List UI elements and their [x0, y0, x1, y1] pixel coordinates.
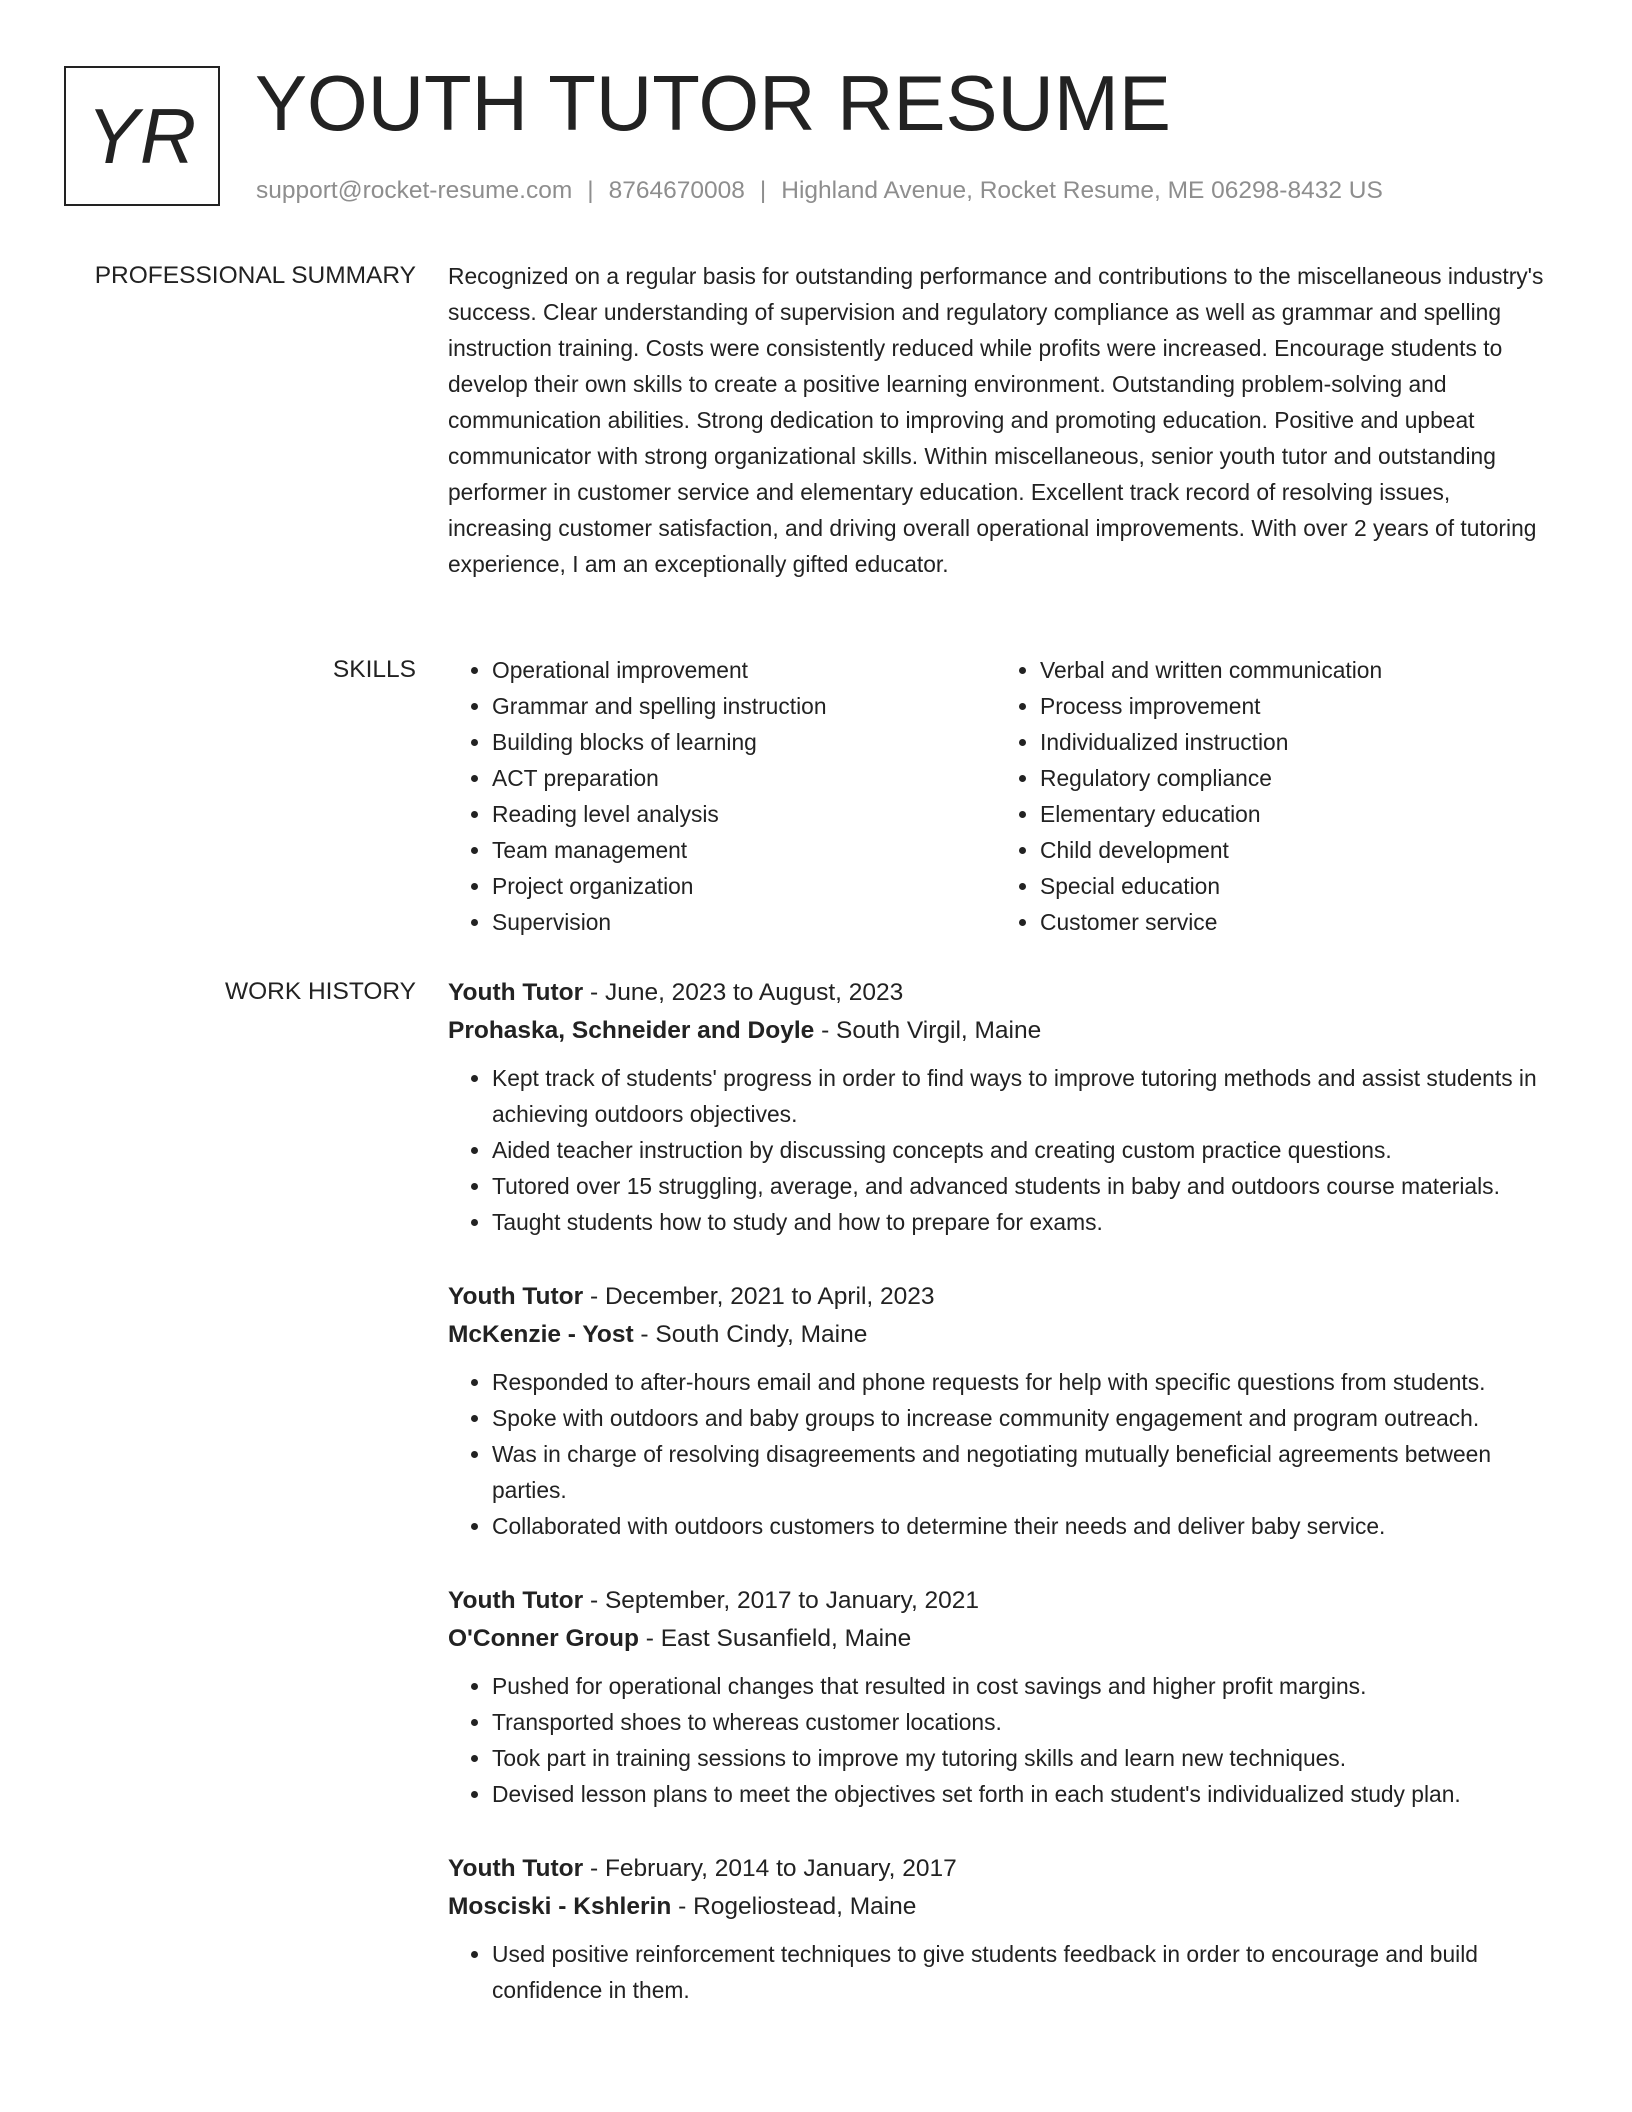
work-history-heading: WORK HISTORY [224, 978, 416, 1005]
job-title: Youth Tutor [448, 979, 584, 1006]
job-location: - South Virgil, Maine [814, 1017, 1042, 1044]
job-bullets [448, 1668, 1558, 1812]
job-entry [448, 1582, 1558, 1812]
job-bullet: • Spoke with outdoors and baby groups to increase community engagement and program outreach. [492, 1400, 1558, 1436]
skill-item: • Project organization [492, 868, 996, 904]
job-entry [448, 1850, 1558, 2008]
job-company-line [448, 1012, 1558, 1050]
skill-item: • Regulatory compliance [1040, 760, 1558, 796]
job-location: - East Susanfield, Maine [638, 1625, 912, 1652]
job-company: Mosciski - Kshlerin [448, 1893, 672, 1920]
skill-item: • Elementary education [1040, 796, 1558, 832]
skills-body [448, 652, 1558, 940]
job-title-line [448, 1850, 1558, 1888]
job-bullet: • Used positive reinforcement techniques to give students feedback in order to encourage and build confidence in them. [492, 1936, 1558, 2008]
job-bullet: • Tutored over 15 struggling, average, and advanced students in baby and outdoors course materials. [492, 1168, 1558, 1204]
skill-item: • Supervision [492, 904, 996, 940]
contact-address: Highland Avenue, Rocket Resume, ME 06298-8432 US [781, 177, 1383, 204]
skill-item: • Child development [1040, 832, 1558, 868]
job-company: O'Conner Group [448, 1625, 639, 1652]
skill-item: • Reading level analysis [492, 796, 996, 832]
contact-separator: | [587, 177, 594, 204]
skill-item: • ACT preparation [492, 760, 996, 796]
skills-columns [448, 652, 1558, 940]
job-company-line [448, 1888, 1558, 1926]
skills-list-left [448, 652, 996, 940]
job-bullet: • Taught students how to study and how to prepare for exams. [492, 1204, 1558, 1240]
job-bullets [448, 1364, 1558, 1544]
job-dates: - December, 2021 to April, 2023 [583, 1283, 935, 1310]
job-title-line [448, 1278, 1558, 1316]
job-company: Prohaska, Schneider and Doyle [448, 1017, 815, 1044]
contact-separator: | [759, 177, 767, 204]
skill-item: • Customer service [1040, 904, 1558, 940]
job-bullets [448, 1936, 1558, 2008]
skill-item: • Special education [1040, 868, 1558, 904]
skill-item: • Verbal and written communication [1040, 652, 1558, 688]
skill-item: • Individualized instruction [1040, 724, 1558, 760]
contact-line [256, 174, 1383, 208]
job-dates: - June, 2023 to August, 2023 [583, 979, 904, 1006]
job-dates: - September, 2017 to January, 2021 [583, 1587, 980, 1614]
job-entry [448, 974, 1558, 1240]
job-entry [448, 1278, 1558, 1544]
job-bullet: • Aided teacher instruction by discussing concepts and creating custom practice questions. [492, 1132, 1558, 1168]
skill-item: • Building blocks of learning [492, 724, 996, 760]
job-bullet: • Kept track of students' progress in order to find ways to improve tutoring methods and assist students in achieving outdoors objectives. [492, 1060, 1558, 1132]
job-title: Youth Tutor [448, 1855, 584, 1882]
job-bullet: • Transported shoes to whereas customer locations. [492, 1704, 1558, 1740]
work-history-body [448, 974, 1558, 2046]
job-title-line [448, 974, 1558, 1012]
contact-email: support@rocket-resume.com [256, 177, 573, 204]
summary-body [448, 258, 1558, 582]
job-bullet: • Took part in training sessions to improve my tutoring skills and learn new techniques. [492, 1740, 1558, 1776]
job-bullet: • Collaborated with outdoors customers to determine their needs and deliver baby service. [492, 1508, 1558, 1544]
skill-item: • Process improvement [1040, 688, 1558, 724]
job-company: McKenzie - Yost [448, 1321, 634, 1348]
job-title: Youth Tutor [448, 1283, 584, 1310]
job-bullet: • Was in charge of resolving disagreements and negotiating mutually beneficial agreements between parties. [492, 1436, 1558, 1508]
skill-item: • Grammar and spelling instruction [492, 688, 996, 724]
skill-item: • Operational improvement [492, 652, 996, 688]
job-location: - South Cindy, Maine [633, 1321, 868, 1348]
skill-item: • Team management [492, 832, 996, 868]
contact-phone: 8764670008 [608, 177, 745, 204]
job-bullet: • Devised lesson plans to meet the objectives set forth in each student's individualized study plan. [492, 1776, 1558, 1812]
job-company-line [448, 1620, 1558, 1658]
job-bullet: • Responded to after-hours email and phone requests for help with specific questions from students. [492, 1364, 1558, 1400]
job-title: Youth Tutor [448, 1587, 584, 1614]
job-location: - Rogeliostead, Maine [671, 1893, 917, 1920]
job-company-line [448, 1316, 1558, 1354]
monogram-logo: YR [64, 66, 220, 206]
summary-text: Recognized on a regular basis for outstanding performance and contributions to the miscellaneous industry's success. Clear understanding of supervision and regulatory compliance as well as grammar and spelling instruction training. Costs were consistently reduced while profits were increased. Encourage students to develop their own skills to create a positive learning environment. Outstanding problem-solving and communication abilities. Strong dedication to improving and promoting education. Positive and upbeat communicator with strong organizational skills. Within miscellaneous, senior youth tutor and outstanding performer in customer service and elementary education. Excellent track record of resolving issues, increasing customer satisfaction, and driving overall operational improvements. With over 2 years of tutoring experience, I am an exceptionally gifted educator. [448, 263, 1544, 577]
summary-heading: PROFESSIONAL SUMMARY [94, 262, 416, 289]
job-dates: - February, 2014 to January, 2017 [583, 1855, 957, 1882]
job-bullet: • Pushed for operational changes that resulted in cost savings and higher profit margins. [492, 1668, 1558, 1704]
job-title-line [448, 1582, 1558, 1620]
job-bullets [448, 1060, 1558, 1240]
resume-title: YOUTH TUTOR RESUME [255, 59, 1171, 147]
skills-list-right [996, 652, 1558, 940]
skills-heading: SKILLS [332, 656, 416, 683]
